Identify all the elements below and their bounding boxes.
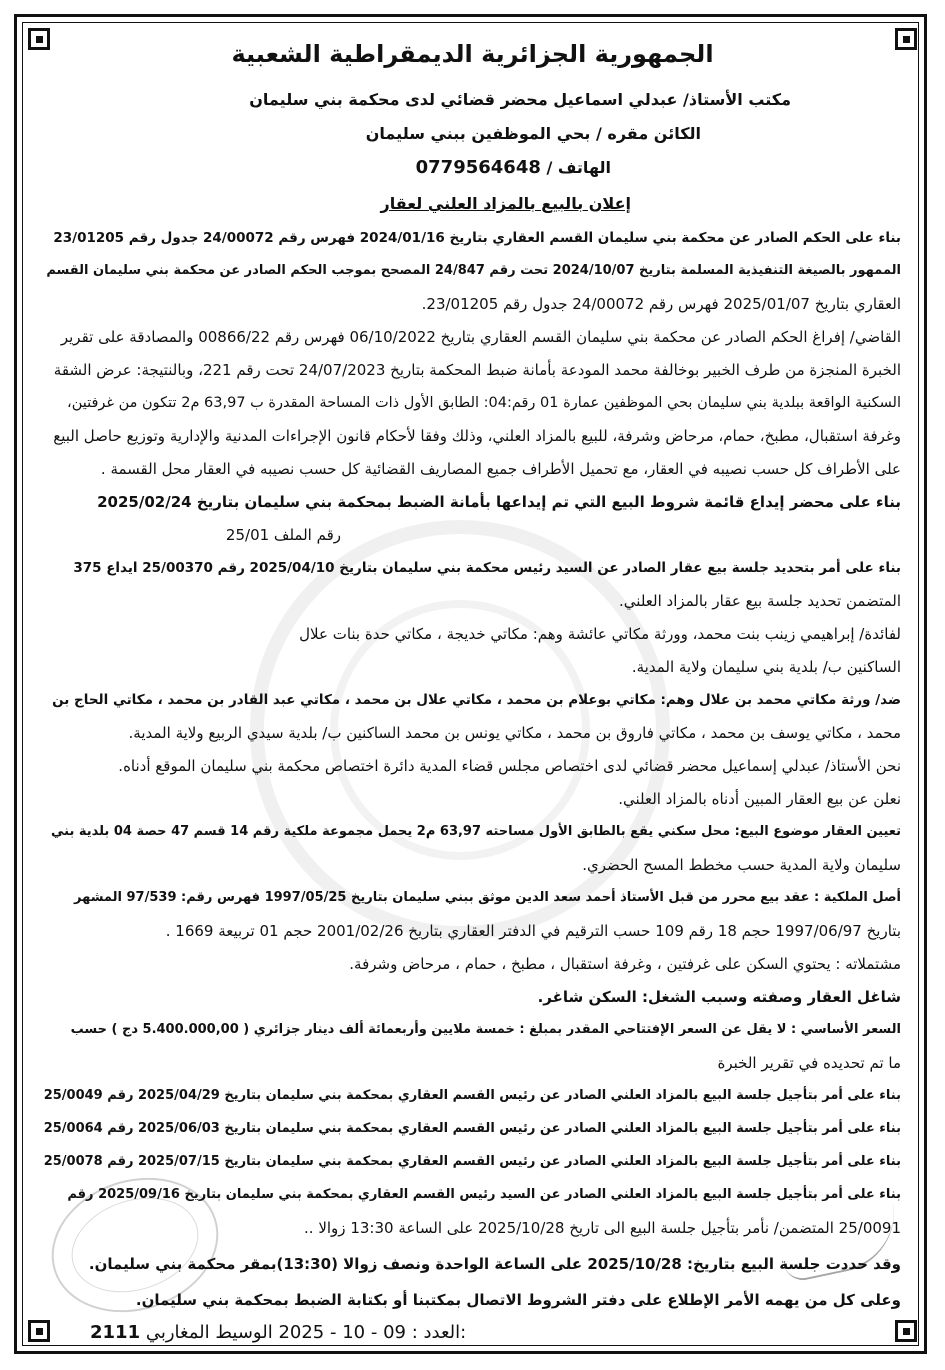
publication-name: الوسيط المغاربي:: [145, 1322, 467, 1343]
republic-title: الجمهورية الجزائرية الديمقراطية الشعبية: [231, 40, 714, 68]
phone-label: الهاتف /: [546, 158, 611, 177]
body-line: العقاري بتاريخ 2025/01/07 فهرس رقم 24/00072 جدول رقم 23/01205.: [421, 295, 901, 313]
phone-line: [416, 158, 611, 178]
issue-label: العدد :: [411, 1322, 461, 1343]
body-line: ضد/ ورثة مكاتي محمد بن علال وهم: مكاتي بوعلام بن محمد ، مكاتي علال بن محمد ، مكاتي عبد القادر بن محمد ، مكاتي الحاج بن: [52, 692, 901, 708]
body-line: بناء على الحكم الصادر عن محكمة بني سليمان القسم العقاري بتاريخ 2024/01/16 فهرس رقم 24/00072 جدول رقم 23/01205: [53, 230, 901, 246]
body-line: بناء على أمر بتأجيل جلسة البيع بالمزاد العلني الصادر عن السيد رئيس القسم العقاري بمحكمة بني سليمان بتاريخ 2025/09/16 رقم: [67, 1187, 901, 1202]
corner-ornament: [895, 1320, 917, 1342]
footer: [90, 1322, 530, 1343]
body-line: محمد ، مكاتي يوسف بن محمد ، مكاتي فاروق بن محمد ، مكاتي يونس بن محمد الساكنين ب/ بلدية سيدي الربيع ولاية المدية.: [128, 724, 901, 742]
body-line: 25/0091 المتضمن/ نأمر بتأجيل جلسة البيع الى تاريخ 2025/10/28 على الساعة 13:30 زوالا ..: [304, 1219, 901, 1237]
body-line: رقم الملف 25/01: [225, 526, 341, 544]
body-line: ما تم تحديده في تقرير الخبرة: [717, 1054, 901, 1072]
body-line: بناء على أمر بتأجيل جلسة البيع بالمزاد العلني الصادر عن رئيس القسم العقاري بمحكمة بني سليمان بتاريخ 2025/04/29 رقم 25/0049: [43, 1088, 901, 1103]
body-line: نعلن عن بيع العقار المبين أدناه بالمزاد العلني.: [618, 790, 901, 808]
body-line: السعر الأساسي : لا يقل عن السعر الإفتتاحي المقدر بمبلغ : خمسة ملايين وأربعمائة ألف دينار جزائري ( 5.400.000,00 دج ) حسب: [70, 1022, 901, 1037]
body-line: شاغل العقار وصفته وسبب الشغل: السكن شاغر.: [537, 988, 901, 1006]
body-line: مشتملاته : يحتوي السكن على غرفتين ، وغرفة استقبال ، مطبخ ، حمام ، مرحاض وشرفة.: [349, 955, 901, 973]
body-line: لفائدة/ إبراهيمي زينب بنت محمد، وورثة مكاتي عائشة وهم: مكاتي خديجة ، مكاتي حدة بنات علال: [299, 625, 901, 643]
corner-ornament: [28, 1320, 50, 1342]
body-line: أصل الملكية : عقد بيع محرر من قبل الأستاذ أحمد سعد الدين موثق ببني سليمان بتاريخ 1997/05/25 فهرس رقم: 97/539 المشهر: [74, 890, 901, 905]
body-line: وقد حددت جلسة البيع بتاريخ: 2025/10/28 على الساعة الواحدة ونصف زوالا (13:30)بمقر محكمة بني سليمان.: [88, 1255, 901, 1273]
body-line: بناء على أمر بتأجيل جلسة البيع بالمزاد العلني الصادر عن رئيس القسم العقاري بمحكمة بني سليمان بتاريخ 2025/07/15 رقم 25/0078: [43, 1154, 901, 1169]
body-line: سليمان ولاية المدية حسب مخطط المسح الحضري.: [582, 856, 901, 874]
body-line: القاضي/ إفراغ الحكم الصادر عن محكمة بني سليمان القسم العقاري بتاريخ 06/10/2022 فهرس رقم 00866/22 والمصادقة على تقرير: [60, 328, 901, 346]
body-line: بناء على محضر إيداع قائمة شروط البيع التي تم إيداعها بأمانة الضبط بمحكمة بني سليمان بتاريخ 2025/02/24: [97, 493, 901, 511]
body-line: نحن الأستاذ/ عبدلي إسماعيل محضر قضائي لدى اختصاص مجلس قضاء المدية دائرة اختصاص محكمة بني سليمان الموقع أدناه.: [118, 757, 901, 775]
body-line: الممهور بالصيغة التنفيذية المسلمة بتاريخ 2024/10/07 تحت رقم 24/847 المصحح بموجب الحكم الصادر عن محكمة بني سليمان القسم: [46, 263, 901, 278]
phone-number: 0779564648: [415, 157, 541, 178]
body-line: الخبرة المنجزة من طرف الخبير بوخالفة محمد المودعة بأمانة ضبط المحكمة بتاريخ 24/07/2023 تحت رقم 221، وبالنتيجة: عرض الشقة: [53, 361, 901, 379]
body-line: وغرفة استقبال، مطبخ، حمام، مرحاض وشرفة، للبيع بالمزاد العلني، وذلك وفقا لأحكام قانون الإجراءات المدنية والإدارية وتوزيع حاصل البيع: [53, 427, 901, 445]
office-line: مكتب الأستاذ/ عبدلي اسماعيل محضر قضائي لدى محكمة بني سليمان: [249, 90, 791, 109]
body-line: المتضمن تحديد جلسة بيع عقار بالمزاد العلني.: [619, 592, 901, 610]
body-line: الساكنين ب/ بلدية بني سليمان ولاية المدية.: [631, 658, 901, 676]
body-line: بناء على أمر بتحديد جلسة بيع عقار الصادر عن السيد رئيس محكمة بني سليمان بتاريخ 2025/04/10 رقم 25/00370 ايداع 375: [73, 560, 901, 576]
body-line: وعلى كل من يهمه الأمر الإطلاع على دفتر الشروط الاتصال بمكتبنا أو بكتابة الضبط بمحكمة بني سليمان.: [135, 1291, 901, 1309]
publication-date: 09 - 10 - 2025: [278, 1322, 406, 1343]
body-line: بناء على أمر بتأجيل جلسة البيع بالمزاد العلني الصادر عن رئيس القسم العقاري بمحكمة بني سليمان بتاريخ 2025/06/03 رقم 25/0064: [43, 1121, 901, 1136]
issue-number: 2111: [90, 1322, 141, 1343]
body-line: بتاريخ 1997/06/97 حجم 18 رقم 109 حسب الترقيم في الدفتر العقاري بتاريخ 2001/02/26 حجم 01 تربيعة 1669 .: [165, 922, 901, 940]
announcement-title: إعلان بالبيع بالمزاد العلني لعقار: [380, 194, 631, 213]
body-line: تعيين العقار موضوع البيع: محل سكني يقع بالطابق الأول مساحته 63,97 م2 يحمل مجموعة ملكية رقم 14 قسم 47 حصة 04 بلدية بني: [50, 824, 901, 839]
address-line: الكائن مقره / بحي الموظفين ببني سليمان: [365, 124, 701, 143]
body-line: على الأطراف كل حسب نصيبه في العقار، مع تحميل الأطراف جميع المصاريف القضائية كل حسب نصيبه في العقار محل القسمة .: [100, 460, 901, 478]
body-line: السكنية الواقعة ببلدية بني سليمان بحي الموظفين عمارة 01 رقم:04: الطابق الأول ذات المساحة المقدرة ب 63,97 م2 تتكون من غرفتين،: [67, 395, 901, 411]
